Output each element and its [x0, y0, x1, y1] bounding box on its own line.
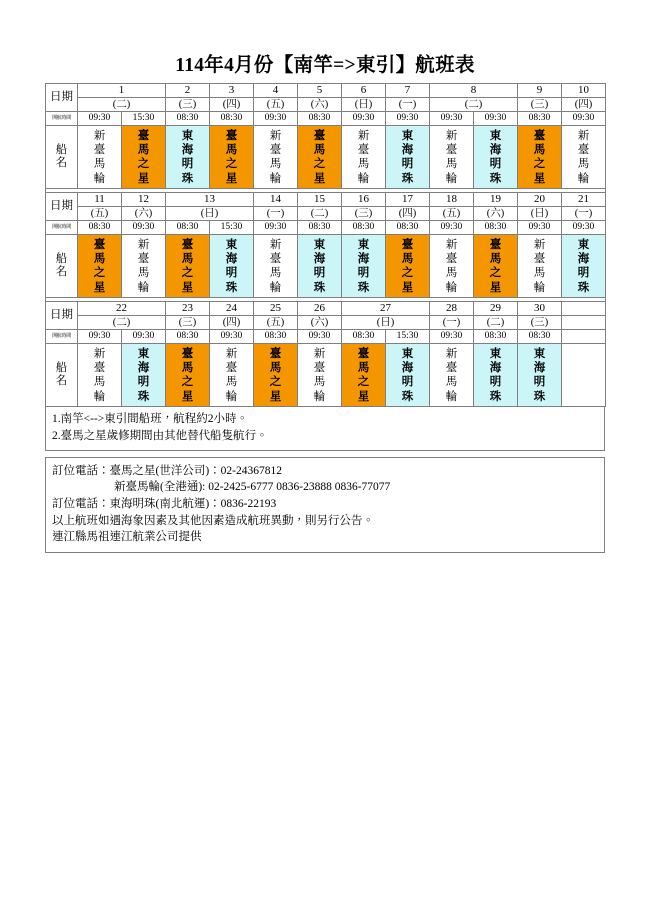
- ship-cell: 新 臺 馬 輪: [342, 126, 386, 189]
- weekday-cell: (四): [386, 207, 430, 221]
- contact-line-1: 訂位電話：臺馬之星(世洋公司)：02-24367812: [52, 464, 282, 477]
- weekday-cell: (三): [518, 316, 562, 330]
- ship-cell: 東 海 明 珠: [342, 235, 386, 298]
- ship-cell: 新 臺 馬 輪: [298, 344, 342, 407]
- row-label-ship-name: 船 名: [46, 235, 78, 298]
- weekday-cell: (二): [298, 207, 342, 221]
- date-row: [46, 84, 606, 98]
- weekday-cell: (五): [430, 207, 474, 221]
- departure-time-cell: 09:30: [78, 330, 122, 344]
- ship-cell: 東 海 明 珠: [562, 235, 606, 298]
- ship-cell: 新 臺 馬 輪: [122, 235, 166, 298]
- contact-line-4: 以上航班如遇海象因素及其他因素造成航班異動，則另行公告。: [52, 514, 374, 527]
- weekday-cell: (二): [430, 98, 518, 112]
- day-number-cell: 3: [210, 84, 254, 98]
- departure-time-cell: 08:30: [166, 221, 210, 235]
- ship-cell: 臺 馬 之 星: [518, 126, 562, 189]
- weekday-row: [46, 316, 606, 330]
- ship-cell: 東 海 明 珠: [518, 344, 562, 407]
- weekday-cell: (三): [342, 207, 386, 221]
- day-number-cell: 29: [474, 302, 518, 316]
- day-number-cell: 6: [342, 84, 386, 98]
- weekday-cell: (三): [166, 316, 210, 330]
- contact-line-2: 新臺馬輪(全港通): 02-2425-6777 0836-23888 0836-77077: [114, 481, 391, 494]
- day-number-cell: 24: [210, 302, 254, 316]
- day-number-cell: [562, 302, 606, 316]
- day-number-cell: 14: [254, 193, 298, 207]
- day-number-cell: 15: [298, 193, 342, 207]
- ship-cell: 臺 馬 之 星: [474, 235, 518, 298]
- day-number-cell: 9: [518, 84, 562, 98]
- weekday-cell: (一): [562, 207, 606, 221]
- departure-time-cell: 09:30: [430, 221, 474, 235]
- departure-time-cell: 08:30: [298, 112, 342, 126]
- ship-cell: 新 臺 馬 輪: [518, 235, 562, 298]
- contact-line-3: 訂位電話：東海明珠(南北航運)：0836-22193: [52, 498, 277, 511]
- note-2: 2.臺馬之星歲修期間由其他替代船隻航行。: [52, 430, 268, 443]
- departure-time-cell: 15:30: [122, 112, 166, 126]
- departure-time-cell: 09:30: [562, 112, 606, 126]
- departure-time-cell: 08:30: [254, 330, 298, 344]
- departure-time-cell: 08:30: [166, 330, 210, 344]
- departure-time-cell: 08:30: [518, 330, 562, 344]
- departure-time-row: [46, 221, 606, 235]
- departure-time-cell: 09:30: [342, 112, 386, 126]
- ship-cell: 東 海 明 珠: [474, 126, 518, 189]
- row-label-departure-time: 開航時間: [46, 112, 78, 126]
- contact-line-5: 連江縣馬祖連江航業公司提供: [52, 531, 202, 544]
- row-label-departure-time: 開航時間: [46, 221, 78, 235]
- row-label-date: 日期: [46, 84, 78, 112]
- ship-cell: 東 海 明 珠: [210, 235, 254, 298]
- departure-time-cell: 08:30: [166, 112, 210, 126]
- weekday-cell: (日): [518, 207, 562, 221]
- day-number-cell: 7: [386, 84, 430, 98]
- ship-cell: 東 海 明 珠: [122, 344, 166, 407]
- departure-time-cell: 09:30: [122, 221, 166, 235]
- weekday-cell: (五): [78, 207, 122, 221]
- ship-cell: 新 臺 馬 輪: [254, 126, 298, 189]
- ship-name-row: [46, 126, 606, 189]
- row-label-departure-time: 開航時間: [46, 330, 78, 344]
- day-number-cell: 25: [254, 302, 298, 316]
- departure-time-cell: [562, 330, 606, 344]
- ship-cell: 東 海 明 珠: [474, 344, 518, 407]
- weekday-cell: [562, 316, 606, 330]
- ship-cell: 東 海 明 珠: [386, 126, 430, 189]
- ship-cell: 臺 馬 之 星: [166, 235, 210, 298]
- departure-time-cell: 09:30: [430, 330, 474, 344]
- day-number-cell: 10: [562, 84, 606, 98]
- day-number-cell: 21: [562, 193, 606, 207]
- day-number-cell: 16: [342, 193, 386, 207]
- weekday-cell: (三): [166, 98, 210, 112]
- schedule-table-wrapper: [45, 83, 605, 407]
- ship-cell: 新 臺 馬 輪: [78, 126, 122, 189]
- departure-time-cell: 08:30: [78, 221, 122, 235]
- departure-time-cell: 08:30: [474, 221, 518, 235]
- departure-time-cell: 09:30: [518, 221, 562, 235]
- departure-time-cell: 09:30: [562, 221, 606, 235]
- row-label-ship-name: 船 名: [46, 344, 78, 407]
- ship-cell: 新 臺 馬 輪: [78, 344, 122, 407]
- weekday-cell: (日): [342, 98, 386, 112]
- day-number-cell: 22: [78, 302, 166, 316]
- weekday-cell: (一): [254, 207, 298, 221]
- day-number-cell: 28: [430, 302, 474, 316]
- note-1: 1.南竿<-->東引間船班，航程約2小時。: [52, 413, 249, 426]
- ship-name-row: [46, 235, 606, 298]
- day-number-cell: 23: [166, 302, 210, 316]
- day-number-cell: 5: [298, 84, 342, 98]
- departure-time-cell: 15:30: [386, 330, 430, 344]
- schedule-table: [45, 83, 606, 407]
- ship-cell: 新 臺 馬 輪: [254, 235, 298, 298]
- weekday-row: [46, 98, 606, 112]
- ship-cell: 臺 馬 之 星: [210, 126, 254, 189]
- weekday-cell: (六): [122, 207, 166, 221]
- weekday-cell: (二): [78, 316, 166, 330]
- weekday-cell: (二): [78, 98, 166, 112]
- departure-time-cell: 09:30: [430, 112, 474, 126]
- ship-cell-empty: [562, 344, 606, 407]
- day-number-cell: 8: [430, 84, 518, 98]
- weekday-cell: (三): [518, 98, 562, 112]
- departure-time-cell: 08:30: [518, 112, 562, 126]
- ship-cell: 臺 馬 之 星: [342, 344, 386, 407]
- row-label-date: 日期: [46, 302, 78, 330]
- day-number-cell: 11: [78, 193, 122, 207]
- departure-time-cell: 15:30: [210, 221, 254, 235]
- ship-cell: 新 臺 馬 輪: [430, 126, 474, 189]
- page-title: 114年4月份【南竿=>東引】航班表: [175, 55, 475, 76]
- weekday-cell: (五): [254, 98, 298, 112]
- day-number-cell: 30: [518, 302, 562, 316]
- weekday-cell: (四): [210, 316, 254, 330]
- ship-cell: 臺 馬 之 星: [254, 344, 298, 407]
- ship-cell: 新 臺 馬 輪: [562, 126, 606, 189]
- day-number-cell: 17: [386, 193, 430, 207]
- weekday-cell: (四): [562, 98, 606, 112]
- day-number-cell: 26: [298, 302, 342, 316]
- weekday-cell: (六): [298, 316, 342, 330]
- day-number-cell: 2: [166, 84, 210, 98]
- date-row: [46, 193, 606, 207]
- departure-time-cell: 09:30: [122, 330, 166, 344]
- departure-time-cell: 09:30: [210, 330, 254, 344]
- ship-cell: 東 海 明 珠: [386, 344, 430, 407]
- departure-time-cell: 08:30: [298, 221, 342, 235]
- weekday-cell: (六): [474, 207, 518, 221]
- weekday-cell: (二): [474, 316, 518, 330]
- notes-box: [45, 407, 605, 450]
- weekday-row: [46, 207, 606, 221]
- ship-cell: 新 臺 馬 輪: [430, 344, 474, 407]
- weekday-cell: (五): [254, 316, 298, 330]
- departure-time-row: [46, 112, 606, 126]
- day-number-cell: 27: [342, 302, 430, 316]
- ship-cell: 臺 馬 之 星: [386, 235, 430, 298]
- ship-cell: 臺 馬 之 星: [122, 126, 166, 189]
- day-number-cell: 12: [122, 193, 166, 207]
- departure-time-cell: 09:30: [298, 330, 342, 344]
- contact-box: [45, 457, 605, 553]
- weekday-cell: (六): [298, 98, 342, 112]
- weekday-cell: (四): [210, 98, 254, 112]
- day-number-cell: 19: [474, 193, 518, 207]
- departure-time-cell: 09:30: [254, 112, 298, 126]
- weekday-cell: (日): [166, 207, 254, 221]
- departure-time-cell: 09:30: [78, 112, 122, 126]
- day-number-cell: 20: [518, 193, 562, 207]
- row-label-ship-name: 船 名: [46, 126, 78, 189]
- weekday-cell: (日): [342, 316, 430, 330]
- departure-time-row: [46, 330, 606, 344]
- departure-time-cell: 09:30: [386, 112, 430, 126]
- ship-name-row: [46, 344, 606, 407]
- day-number-cell: 4: [254, 84, 298, 98]
- departure-time-cell: 09:30: [254, 221, 298, 235]
- departure-time-cell: 09:30: [474, 112, 518, 126]
- departure-time-cell: 08:30: [210, 112, 254, 126]
- ship-cell: 東 海 明 珠: [166, 126, 210, 189]
- day-number-cell: 13: [166, 193, 254, 207]
- date-row: [46, 302, 606, 316]
- ship-cell: 臺 馬 之 星: [298, 126, 342, 189]
- weekday-cell: (一): [430, 316, 474, 330]
- day-number-cell: 1: [78, 84, 166, 98]
- weekday-cell: (一): [386, 98, 430, 112]
- departure-time-cell: 08:30: [386, 221, 430, 235]
- ship-cell: 臺 馬 之 星: [78, 235, 122, 298]
- ship-cell: 臺 馬 之 星: [166, 344, 210, 407]
- departure-time-cell: 08:30: [342, 221, 386, 235]
- day-number-cell: 18: [430, 193, 474, 207]
- ship-cell: 東 海 明 珠: [298, 235, 342, 298]
- row-label-date: 日期: [46, 193, 78, 221]
- departure-time-cell: 08:30: [342, 330, 386, 344]
- ship-cell: 新 臺 馬 輪: [430, 235, 474, 298]
- ship-cell: 新 臺 馬 輪: [210, 344, 254, 407]
- departure-time-cell: 08:30: [474, 330, 518, 344]
